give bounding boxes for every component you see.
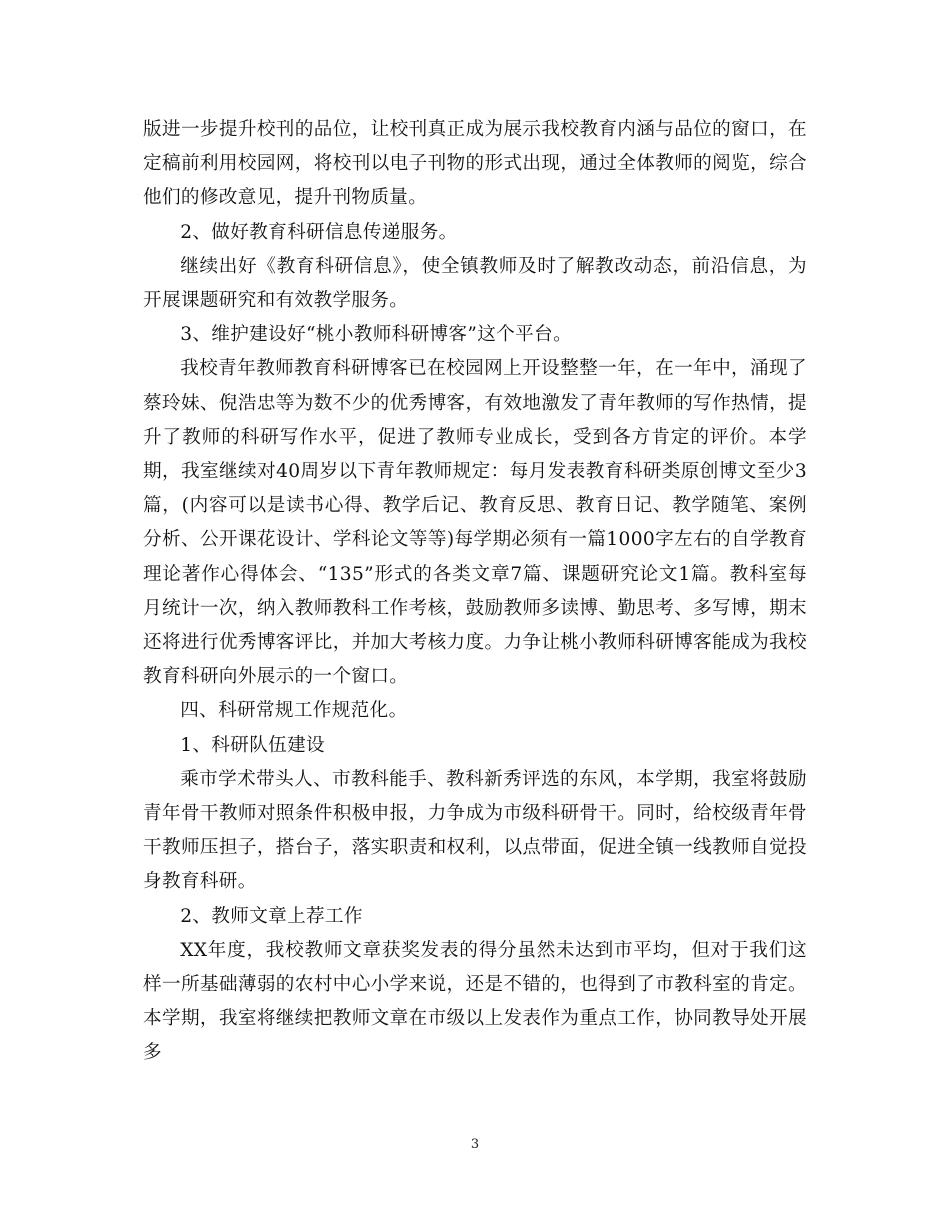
page-number: 3 xyxy=(470,1137,480,1152)
heading-routine-work: 四、科研常规工作规范化。 xyxy=(180,700,408,722)
heading-article-recommendation: 2、教师文章上荐工作 xyxy=(180,905,363,927)
paragraph-article-recommendation: XX年度，我校教师文章获奖发表的得分虽然未达到市平均，但对于我们这样一所基础薄弱的农村中心小学来说，还是不错的，也得到了市教科室的肯定。本学期，我室将继续把教师文章在市级以上发表作为重点工作，协同教导处开展多 xyxy=(143,939,807,1064)
document-body xyxy=(143,113,807,1071)
paragraph-blog-details: 我校青年教师教育科研博客已在校园网上开设整整一年，在一年中，涌现了蔡玲妹、倪浩忠等为数不少的优秀博客，有效地激发了青年教师的写作热情，提升了教师的科研写作水平，促进了教师专业成长，受到各方肯定的评价。本学期，我室继续对40周岁以下青年教师规定：每月发表教育科研类原创博文至少3篇，(内容可以是读书心得、教学后记、教育反思、教育日记、教学随笔、案例分析、公开课花设计、学科论文等等)每学期必须有一篇1000字左右的自学教育理论著作心得体会、“135”形式的各类文章7篇、课题研究论文1篇。教科室每月统计一次，纳入教师教科工作考核，鼓励教师多读博、勤思考、多写博，期末还将进行优秀博客评比，并加大考核力度。力争让桃小教师科研博客能成为我校教育科研向外展示的一个窗口。 xyxy=(143,358,807,688)
paragraph-continuation: 版进一步提升校刊的品位，让校刊真正成为展示我校教育内涵与品位的窗口，在定稿前利用校园网，将校刊以电子刊物的形式出现，通过全体教师的阅览，综合他们的修改意见，提升刊物质量。 xyxy=(143,119,807,209)
heading-team-building: 1、科研队伍建设 xyxy=(180,734,325,756)
heading-info-service: 2、做好教育科研信息传递服务。 xyxy=(180,221,458,243)
paragraph-research-info: 继续出好《教育科研信息》，使全镇教师及时了解教改动态，前沿信息，为开展课题研究和有效教学服务。 xyxy=(143,255,807,312)
paragraph-team-building: 乘市学术带头人、市教科能手、教科新秀评选的东风，本学期，我室将鼓励青年骨干教师对照条件积极申报，力争成为市级科研骨干。同时，给校级青年骨干教师压担子，搭台子，落实职责和权利，以点带面，促进全镇一线教师自觉投身教育科研。 xyxy=(143,768,807,893)
heading-blog-platform: 3、维护建设好“桃小教师科研博客”这个平台。 xyxy=(180,324,573,346)
